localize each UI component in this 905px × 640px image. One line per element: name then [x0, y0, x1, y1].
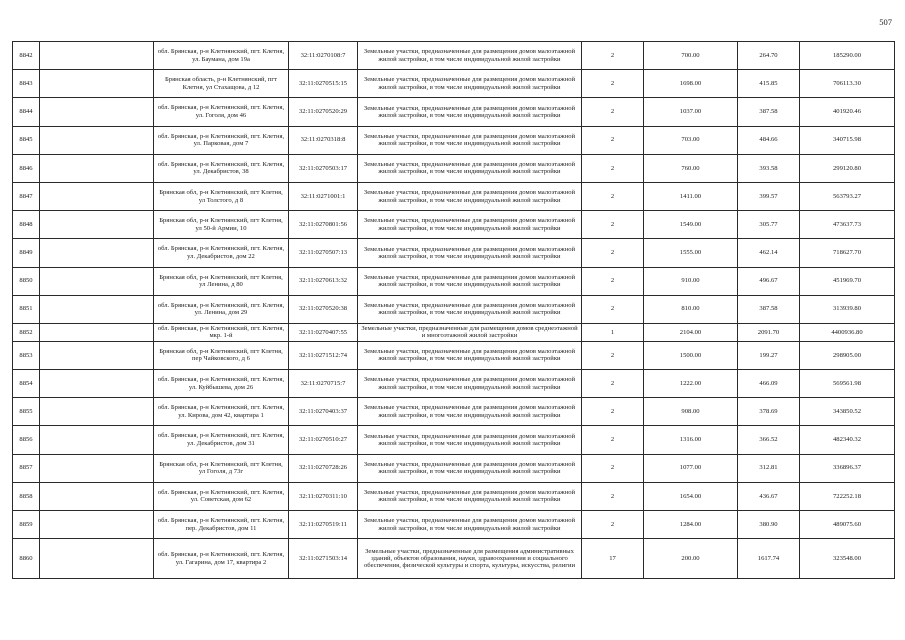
- land-use-cell: Земельные участки, предназначенные для размещения домов малоэтажной жилой застройки, в том числе индивидуальной жилой застройки: [358, 454, 582, 482]
- specific-value-cell: 393.58: [738, 154, 800, 182]
- row-number-cell: 8852: [13, 323, 40, 341]
- blank-cell: [40, 182, 154, 210]
- address-cell: обл. Брянская, р-н Клетнянский, пгт. Клетня, ул. Ленина, дом 29: [154, 295, 289, 323]
- cadastral-number-cell: 32:11:0271503:14: [289, 539, 358, 579]
- cadastral-value-cell: 313939.80: [800, 295, 895, 323]
- table-row: [13, 98, 895, 126]
- land-use-cell: Земельные участки, предназначенные для размещения домов малоэтажной жилой застройки, в том числе индивидуальной жилой застройки: [358, 211, 582, 239]
- land-use-cell: Земельные участки, предназначенные для размещения домов малоэтажной жилой застройки, в том числе индивидуальной жилой застройки: [358, 154, 582, 182]
- cadastral-number-cell: 32:11:0270520:29: [289, 98, 358, 126]
- area-cell: 1500.00: [644, 341, 738, 369]
- group-cell: 2: [582, 267, 644, 295]
- group-cell: 2: [582, 182, 644, 210]
- cadastral-value-cell: 706113.30: [800, 70, 895, 98]
- cadastral-number-cell: 32:11:0270613:32: [289, 267, 358, 295]
- cadastral-number-cell: 32:11:0270519:11: [289, 511, 358, 539]
- cadastral-value-cell: 473637.73: [800, 211, 895, 239]
- area-cell: 1037.00: [644, 98, 738, 126]
- area-cell: 1222.00: [644, 370, 738, 398]
- row-number-cell: 8846: [13, 154, 40, 182]
- area-cell: 810.00: [644, 295, 738, 323]
- row-number-cell: 8855: [13, 398, 40, 426]
- specific-value-cell: 436.67: [738, 482, 800, 510]
- land-use-cell: Земельные участки, предназначенные для размещения домов малоэтажной жилой застройки, в том числе индивидуальной жилой застройки: [358, 239, 582, 267]
- specific-value-cell: 462.14: [738, 239, 800, 267]
- row-number-cell: 8851: [13, 295, 40, 323]
- cadastral-number-cell: 32:11:0270515:15: [289, 70, 358, 98]
- blank-cell: [40, 341, 154, 369]
- row-number-cell: 8847: [13, 182, 40, 210]
- table-row: [13, 341, 895, 369]
- table-row: [13, 42, 895, 70]
- blank-cell: [40, 239, 154, 267]
- group-cell: 17: [582, 539, 644, 579]
- area-cell: 1549.00: [644, 211, 738, 239]
- group-cell: 2: [582, 511, 644, 539]
- table-row: [13, 511, 895, 539]
- blank-cell: [40, 70, 154, 98]
- blank-cell: [40, 267, 154, 295]
- specific-value-cell: 366.52: [738, 426, 800, 454]
- cadastral-number-cell: 32:11:0270715:7: [289, 370, 358, 398]
- cadastral-value-cell: 722252.18: [800, 482, 895, 510]
- group-cell: 2: [582, 211, 644, 239]
- cadastral-number-cell: 32:11:0270503:17: [289, 154, 358, 182]
- row-number-cell: 8856: [13, 426, 40, 454]
- group-cell: 2: [582, 42, 644, 70]
- address-cell: обл. Брянская, р-н Клетнянский, пгт. Клетня, мкр. 1-й: [154, 323, 289, 341]
- blank-cell: [40, 42, 154, 70]
- group-cell: 2: [582, 70, 644, 98]
- address-cell: обл. Брянская, р-н Клетнянский, пгт. Клетня, ул. Декабристов, дом 31: [154, 426, 289, 454]
- specific-value-cell: 387.58: [738, 295, 800, 323]
- table-row: [13, 154, 895, 182]
- address-cell: обл. Брянская, р-н Клетнянский, пгт. Клетня, пер. Декабристов, дом 11: [154, 511, 289, 539]
- table-body: [13, 42, 895, 579]
- group-cell: 2: [582, 454, 644, 482]
- specific-value-cell: 305.77: [738, 211, 800, 239]
- land-use-cell: Земельные участки, предназначенные для размещения домов малоэтажной жилой застройки, в том числе индивидуальной жилой застройки: [358, 511, 582, 539]
- blank-cell: [40, 126, 154, 154]
- specific-value-cell: 2091.70: [738, 323, 800, 341]
- address-cell: обл. Брянская, р-н Клетнянский, пгт. Клетня, ул. Декабристов, 38: [154, 154, 289, 182]
- address-cell: Брянская обл, р-н Клетнянский, пгт Клетня, ул Толстого, д 8: [154, 182, 289, 210]
- cadastral-value-cell: 489075.60: [800, 511, 895, 539]
- cadastral-value-cell: 718627.70: [800, 239, 895, 267]
- address-cell: Брянская обл, р-н Клетнянский, пгт Клетня, ул Гоголя, д 73г: [154, 454, 289, 482]
- area-cell: 703.00: [644, 126, 738, 154]
- row-number-cell: 8853: [13, 341, 40, 369]
- land-use-cell: Земельные участки, предназначенные для размещения домов малоэтажной жилой застройки, в том числе индивидуальной жилой застройки: [358, 182, 582, 210]
- group-cell: 2: [582, 98, 644, 126]
- address-cell: обл. Брянская, р-н Клетнянский, пгт. Клетня, ул. Декабристов, дом 22: [154, 239, 289, 267]
- row-number-cell: 8854: [13, 370, 40, 398]
- cadastral-value-cell: 185290.00: [800, 42, 895, 70]
- land-use-cell: Земельные участки, предназначенные для размещения домов малоэтажной жилой застройки, в том числе индивидуальной жилой застройки: [358, 267, 582, 295]
- specific-value-cell: 1617.74: [738, 539, 800, 579]
- table-row: [13, 70, 895, 98]
- cadastral-number-cell: 32:11:0270510:27: [289, 426, 358, 454]
- group-cell: 2: [582, 154, 644, 182]
- area-cell: 1077.00: [644, 454, 738, 482]
- cadastral-value-cell: 451969.70: [800, 267, 895, 295]
- cadastral-value-cell: 299120.80: [800, 154, 895, 182]
- cadastral-value-cell: 343850.52: [800, 398, 895, 426]
- row-number-cell: 8849: [13, 239, 40, 267]
- land-use-cell: Земельные участки, предназначенные для размещения домов малоэтажной жилой застройки, в том числе индивидуальной жилой застройки: [358, 398, 582, 426]
- area-cell: 700.00: [644, 42, 738, 70]
- land-use-cell: Земельные участки, предназначенные для размещения домов малоэтажной жилой застройки, в том числе индивидуальной жилой застройки: [358, 482, 582, 510]
- blank-cell: [40, 398, 154, 426]
- group-cell: 2: [582, 426, 644, 454]
- row-number-cell: 8859: [13, 511, 40, 539]
- row-number-cell: 8842: [13, 42, 40, 70]
- blank-cell: [40, 211, 154, 239]
- cadastral-value-cell: 298905.00: [800, 341, 895, 369]
- blank-cell: [40, 454, 154, 482]
- cadastral-number-cell: 32:11:0270520:38: [289, 295, 358, 323]
- area-cell: 1698.00: [644, 70, 738, 98]
- blank-cell: [40, 295, 154, 323]
- row-number-cell: 8858: [13, 482, 40, 510]
- table-row: [13, 239, 895, 267]
- specific-value-cell: 378.69: [738, 398, 800, 426]
- address-cell: обл. Брянская, р-н Клетнянский, пгт. Клетня, ул. Советская, дом 62: [154, 482, 289, 510]
- table-row: [13, 539, 895, 579]
- cadastral-number-cell: 32:11:0271001:1: [289, 182, 358, 210]
- specific-value-cell: 399.57: [738, 182, 800, 210]
- land-use-cell: Земельные участки, предназначенные для размещения домов малоэтажной жилой застройки, в том числе индивидуальной жилой застройки: [358, 98, 582, 126]
- area-cell: 1316.00: [644, 426, 738, 454]
- address-cell: Брянская область, р-н Клетнянский, пгт Клетня, ул Стахащова, д 12: [154, 70, 289, 98]
- cadastral-number-cell: 32:11:0271512:74: [289, 341, 358, 369]
- group-cell: 1: [582, 323, 644, 341]
- area-cell: 1284.00: [644, 511, 738, 539]
- table-row: [13, 370, 895, 398]
- row-number-cell: 8843: [13, 70, 40, 98]
- cadastral-value-cell: 323548.00: [800, 539, 895, 579]
- group-cell: 2: [582, 239, 644, 267]
- specific-value-cell: 484.66: [738, 126, 800, 154]
- cadastral-number-cell: 32:11:0270403:37: [289, 398, 358, 426]
- specific-value-cell: 387.58: [738, 98, 800, 126]
- cadastral-value-cell: 482340.32: [800, 426, 895, 454]
- blank-cell: [40, 370, 154, 398]
- land-plots-table: [12, 41, 895, 579]
- address-cell: обл. Брянская, р-н Клетнянский, пгт. Клетня, ул. Гагарина, дом 17, квартира 2: [154, 539, 289, 579]
- blank-cell: [40, 154, 154, 182]
- table-row: [13, 126, 895, 154]
- area-cell: 200.00: [644, 539, 738, 579]
- cadastral-number-cell: 32:11:0270407:55: [289, 323, 358, 341]
- group-cell: 2: [582, 295, 644, 323]
- area-cell: 1411.00: [644, 182, 738, 210]
- page-number: 507: [879, 17, 892, 27]
- area-cell: 910.00: [644, 267, 738, 295]
- address-cell: обл. Брянская, р-н Клетнянский, пгт. Клетня, ул. Гоголя, дом 46: [154, 98, 289, 126]
- area-cell: 760.00: [644, 154, 738, 182]
- row-number-cell: 8860: [13, 539, 40, 579]
- specific-value-cell: 312.81: [738, 454, 800, 482]
- table-row: [13, 426, 895, 454]
- cadastral-value-cell: 401920.46: [800, 98, 895, 126]
- row-number-cell: 8844: [13, 98, 40, 126]
- land-use-cell: Земельные участки, предназначенные для размещения домов малоэтажной жилой застройки, в том числе индивидуальной жилой застройки: [358, 426, 582, 454]
- cadastral-value-cell: 563793.27: [800, 182, 895, 210]
- land-use-cell: Земельные участки, предназначенные для размещения домов малоэтажной жилой застройки, в том числе индивидуальной жилой застройки: [358, 42, 582, 70]
- table-row: [13, 454, 895, 482]
- group-cell: 2: [582, 482, 644, 510]
- area-cell: 2104.00: [644, 323, 738, 341]
- cadastral-number-cell: 32:11:0270728:26: [289, 454, 358, 482]
- address-cell: обл. Брянская, р-н Клетнянский, пгт. Клетня, ул. Парковая, дом 7: [154, 126, 289, 154]
- specific-value-cell: 380.90: [738, 511, 800, 539]
- row-number-cell: 8848: [13, 211, 40, 239]
- land-use-cell: Земельные участки, предназначенные для размещения домов малоэтажной жилой застройки, в том числе индивидуальной жилой застройки: [358, 70, 582, 98]
- cadastral-value-cell: 340715.98: [800, 126, 895, 154]
- address-cell: обл. Брянская, р-н Клетнянский, пгт. Клетня, ул. Кирова, дом 42, квартира 1: [154, 398, 289, 426]
- blank-cell: [40, 482, 154, 510]
- row-number-cell: 8850: [13, 267, 40, 295]
- row-number-cell: 8857: [13, 454, 40, 482]
- specific-value-cell: 466.09: [738, 370, 800, 398]
- land-use-cell: Земельные участки, предназначенные для размещения домов малоэтажной жилой застройки, в том числе индивидуальной жилой застройки: [358, 295, 582, 323]
- cadastral-number-cell: 32:11:0270801:56: [289, 211, 358, 239]
- address-cell: Брянская обл, р-н Клетнянский, пгт Клетня, пер Чайковского, д 6: [154, 341, 289, 369]
- table-row: [13, 267, 895, 295]
- group-cell: 2: [582, 126, 644, 154]
- cadastral-value-cell: 569561.98: [800, 370, 895, 398]
- address-cell: Брянская обл, р-н Клетнянский, пгт Клетня, ул 50-й Армии, 10: [154, 211, 289, 239]
- group-cell: 2: [582, 370, 644, 398]
- land-use-cell: Земельные участки, предназначенные для размещения домов малоэтажной жилой застройки, в том числе индивидуальной жилой застройки: [358, 370, 582, 398]
- table-row: [13, 323, 895, 341]
- land-use-cell: Земельные участки, предназначенные для размещения домов малоэтажной жилой застройки, в том числе индивидуальной жилой застройки: [358, 341, 582, 369]
- row-number-cell: 8845: [13, 126, 40, 154]
- cadastral-number-cell: 32:11:0270318:8: [289, 126, 358, 154]
- cadastral-value-cell: 336896.37: [800, 454, 895, 482]
- specific-value-cell: 264.70: [738, 42, 800, 70]
- cadastral-number-cell: 32:11:0270108:7: [289, 42, 358, 70]
- cadastral-value-cell: 4400936.80: [800, 323, 895, 341]
- table-row: [13, 182, 895, 210]
- blank-cell: [40, 98, 154, 126]
- group-cell: 2: [582, 341, 644, 369]
- area-cell: 1555.00: [644, 239, 738, 267]
- specific-value-cell: 496.67: [738, 267, 800, 295]
- group-cell: 2: [582, 398, 644, 426]
- address-cell: обл. Брянская, р-н Клетнянский, пгт. Клетня, ул. Баумана, дом 19а: [154, 42, 289, 70]
- address-cell: Брянская обл, р-н Клетнянский, пгт Клетня, ул Ленина, д 80: [154, 267, 289, 295]
- blank-cell: [40, 539, 154, 579]
- blank-cell: [40, 511, 154, 539]
- specific-value-cell: 415.85: [738, 70, 800, 98]
- land-use-cell: Земельные участки, предназначенные для размещения домов малоэтажной жилой застройки, в том числе индивидуальной жилой застройки: [358, 126, 582, 154]
- table-row: [13, 398, 895, 426]
- area-cell: 1654.00: [644, 482, 738, 510]
- cadastral-number-cell: 32:11:0270311:10: [289, 482, 358, 510]
- address-cell: обл. Брянская, р-н Клетнянский, пгт. Клетня, ул. Куйбышева, дом 26: [154, 370, 289, 398]
- table-row: [13, 482, 895, 510]
- blank-cell: [40, 323, 154, 341]
- cadastral-number-cell: 32:11:0270507:13: [289, 239, 358, 267]
- area-cell: 908.00: [644, 398, 738, 426]
- land-use-cell: Земельные участки, предназначенные для размещения домов среднеэтажной и многоэтажной жилой застройки: [358, 323, 582, 341]
- table-row: [13, 211, 895, 239]
- specific-value-cell: 199.27: [738, 341, 800, 369]
- table-row: [13, 295, 895, 323]
- blank-cell: [40, 426, 154, 454]
- land-use-cell: Земельные участки, предназначенные для размещения административных зданий, объектов образования, науки, здравоохранения и социального обеспечения, физической культуры и спорта, культуры, искусства, религии: [358, 539, 582, 579]
